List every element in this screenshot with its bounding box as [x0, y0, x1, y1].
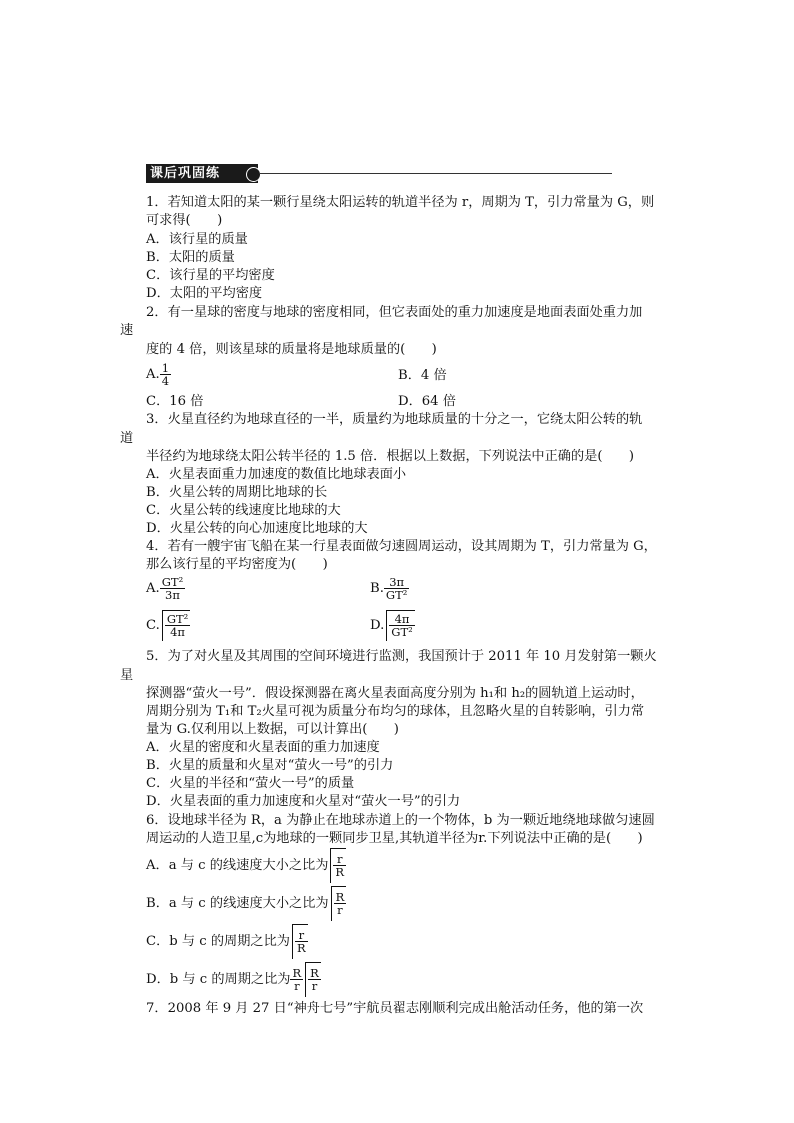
q5-option-a: A．火星的密度和火星表面的重力加速度	[146, 740, 380, 755]
q5-option-d: D．火星表面的重力加速度和火星对“萤火一号”的引力	[146, 794, 461, 809]
q6-c-numerator: r	[295, 929, 308, 942]
q4-stem-line2: 那么该行星的平均密度为( )	[146, 557, 328, 572]
q4-option-a	[146, 574, 185, 604]
q4-option-b-fraction	[384, 576, 409, 601]
q3-option-a: A．火星表面重力加速度的数值比地球表面小	[146, 467, 407, 482]
q4-c-numerator: GT²	[166, 612, 189, 626]
q6-option-d	[146, 962, 321, 997]
q6-option-c	[146, 924, 308, 959]
q2-option-c: C．16 倍	[146, 394, 204, 409]
q2-stem-line1: 2．有一星球的密度与地球的密度相同，但它表面处的重力加速度是地面表面处重力加	[146, 305, 643, 320]
q5-stem-line3: 周期分别为 T₁和 T₂火星可视为质量分布均匀的球体，且忽略火星的自转影响，引力常	[146, 704, 645, 719]
q4-option-a-fraction	[160, 576, 185, 601]
section-title: 课后巩固练	[146, 164, 258, 183]
q4-option-c	[146, 610, 190, 641]
q5-stem-line2: 探测器“萤火一号”．假设探测器在离火星表面高度分别为 h₁和 h₂的圆轨道上运动时，	[146, 686, 644, 701]
q6-c-sqrt	[292, 924, 308, 959]
q6-option-a	[146, 848, 346, 883]
q2-wrap-char: 速	[120, 323, 134, 338]
q6-b-sqrt	[331, 886, 347, 921]
q4-option-d-label: D.	[370, 618, 385, 633]
q6-option-b-text: B．a 与 c 的线速度大小之比为	[146, 896, 329, 911]
q3-wrap-char: 道	[120, 431, 134, 446]
q3-option-c: C．火星公转的线速度比地球的大	[146, 503, 341, 518]
q4-stem-line1: 4．若有一艘宇宙飞船在某一行星表面做匀速圆周运动，设其周期为 T，引力常量为 G，	[146, 539, 657, 554]
q3-option-d: D．火星公转的向心加速度比地球的大	[146, 521, 368, 536]
q4-b-denominator: GT²	[385, 588, 408, 602]
q6-a-denominator: R	[335, 865, 345, 879]
q2-option-d: D．64 倍	[398, 394, 456, 409]
q4-c-denominator: 4π	[170, 625, 185, 639]
q1-stem-line1: 1．若知道太阳的某一颗行星绕太阳运转的轨道半径为 r，周期为 T，引力常量为 G，则	[146, 195, 655, 210]
q6-b-fraction	[334, 891, 347, 916]
q4-option-c-fraction	[165, 613, 190, 638]
q1-option-c: C．该行星的平均密度	[146, 268, 275, 283]
q2-a-numerator: 1	[161, 361, 170, 375]
q6-b-numerator: R	[335, 890, 345, 904]
q4-option-c-label: C.	[146, 618, 160, 633]
q2-stem-line2: 度的 4 倍，则该星球的质量将是地球质量的( )	[146, 342, 437, 357]
header-rule	[260, 173, 612, 174]
q6-a-sqrt	[330, 848, 346, 883]
q6-b-denominator: r	[337, 903, 343, 917]
q1-option-a: A．该行星的质量	[146, 232, 248, 247]
q4-option-d	[370, 610, 415, 641]
q2-a-denominator: 4	[161, 374, 170, 388]
q6-c-denominator: R	[297, 941, 306, 955]
q2-option-a-fraction	[160, 362, 171, 387]
q6-a-numerator: r	[333, 853, 346, 866]
q5-stem-line4: 量为 G.仅利用以上数据，可以计算出( )	[146, 722, 399, 737]
q6-option-c-text: C．b 与 c 的周期之比为	[146, 934, 290, 949]
q7-stem-line1: 7．2008 年 9 月 27 日“神舟七号”宇航员翟志刚顺利完成出舱活动任务，他的第一次	[146, 1001, 644, 1016]
q6-option-a-text: A．a 与 c 的线速度大小之比为	[146, 858, 329, 873]
q4-d-denominator: GT²	[391, 625, 413, 639]
q4-b-numerator: 3π	[384, 576, 409, 589]
q2-option-a	[146, 360, 171, 390]
q4-d-sqrt	[386, 610, 414, 641]
q5-wrap-char: 星	[120, 668, 134, 683]
q4-option-b-label: B.	[370, 581, 384, 596]
q3-option-b: B．火星公转的周期比地球的长	[146, 485, 328, 500]
q6-c-fraction	[295, 929, 308, 954]
q1-option-d: D．太阳的平均密度	[146, 286, 263, 301]
q2-option-a-label: A.	[146, 367, 160, 382]
q1-option-b: B．太阳的质量	[146, 250, 235, 265]
q5-option-b: B．火星的质量和火星对“萤火一号”的引力	[146, 758, 394, 773]
q6-d-sqrt	[305, 962, 321, 997]
q6-d-fraction1	[290, 967, 303, 992]
q6-d-denominator2: r	[311, 979, 318, 993]
bullet-dot-icon	[246, 167, 261, 182]
q6-d-fraction2	[308, 967, 321, 992]
q4-d-numerator: 4π	[389, 613, 414, 626]
q6-option-b	[146, 886, 346, 921]
q6-stem-line1: 6．设地球半径为 R，a 为静止在地球赤道上的一个物体，b 为一颗近地绕地球做匀速圆	[146, 813, 655, 828]
q4-a-numerator: GT²	[161, 575, 184, 589]
q4-a-denominator: 3π	[165, 588, 180, 602]
q1-stem-line2: 可求得( )	[146, 213, 223, 228]
q6-stem-line2: 周运动的人造卫星,c为地球的一颗同步卫星,其轨道半径为r.下列说法中正确的是( )	[146, 831, 643, 846]
q6-option-d-text: D．b 与 c 的周期之比为	[146, 972, 291, 987]
q4-c-sqrt	[162, 610, 190, 641]
q3-stem-line2: 半径约为地球绕太阳公转半径的 1.5 倍．根据以上数据，下列说法中正确的是( )	[146, 449, 635, 464]
q6-d-numerator1: R	[292, 966, 302, 980]
q4-option-d-fraction	[389, 613, 414, 638]
q5-option-c: C．火星的半径和“萤火一号”的质量	[146, 776, 355, 791]
q4-option-b	[370, 574, 409, 604]
q6-a-fraction	[333, 853, 346, 878]
q6-d-denominator1: r	[294, 979, 300, 993]
q4-option-a-label: A.	[146, 581, 160, 596]
q2-option-b: B．4 倍	[398, 368, 447, 383]
q6-d-numerator2: R	[310, 966, 319, 980]
q3-stem-line1: 3．火星直径约为地球直径的一半，质量约为地球质量的十分之一，它绕太阳公转的轨	[146, 412, 643, 427]
q5-stem-line1: 5．为了对火星及其周围的空间环境进行监测，我国预计于 2011 年 10 月发射第一颗火	[146, 649, 657, 664]
